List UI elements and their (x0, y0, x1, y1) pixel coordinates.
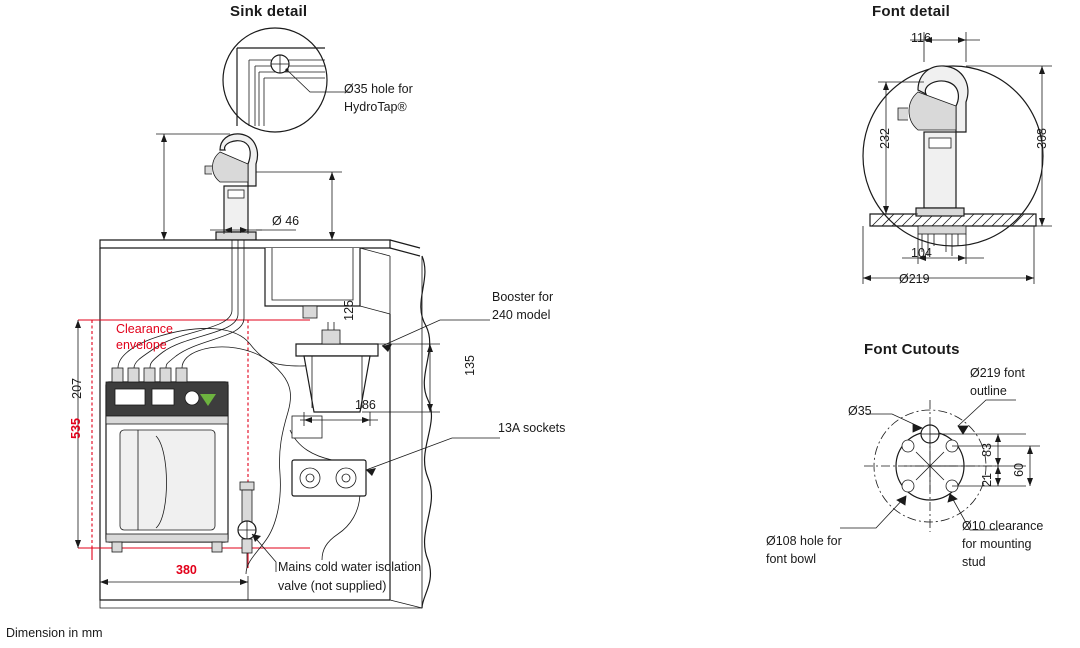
dim-label-60: 60 (1012, 463, 1026, 477)
dim-label-21: 21 (980, 473, 994, 487)
dim-380 (100, 576, 248, 600)
power-sockets (292, 416, 366, 496)
tap-assembly (205, 134, 257, 240)
clearance-envelope-label-line1: Clearance (116, 322, 173, 336)
sink-detail-title: Sink detail (230, 3, 308, 20)
sockets-label: 13A sockets (498, 421, 566, 435)
booster-label-line1: Booster for (492, 290, 554, 304)
hole35-label: Ø35 (848, 404, 872, 418)
font-cutouts-title: Font Cutouts (864, 341, 960, 358)
sink-hole-callout-line2: HydroTap® (344, 100, 407, 114)
bench-and-sink (100, 240, 420, 318)
font-outline-label-line1: Ø219 font (970, 366, 1025, 380)
dim-label-104: 104 (911, 246, 932, 260)
stud-clearance-label-line3: stud (962, 555, 986, 569)
font-outline-label-line2: outline (970, 384, 1007, 398)
bowl-hole-label-line2: font bowl (766, 552, 817, 566)
dim-label-186: 186 (355, 398, 376, 412)
dim-207 (156, 134, 230, 240)
dim-label-83: 83 (980, 443, 994, 457)
stud-clearance-label-line2: for mounting (962, 537, 1032, 551)
main-installation-drawing (60, 130, 580, 620)
dim-label-535: 535 (69, 418, 83, 439)
font-detail-title: Font detail (872, 3, 951, 20)
font-detail-drawing (838, 28, 1068, 298)
dimension-units-note: Dimension in mm (6, 626, 103, 640)
dim-label-116: 116 (911, 31, 931, 45)
bowl-hole-label-line1: Ø108 hole for (766, 534, 842, 548)
dim-label-232: 232 (878, 128, 892, 149)
booster-label-line2: 240 model (492, 308, 551, 322)
isolation-valve (238, 482, 256, 568)
dim-label-207: 207 (70, 378, 84, 399)
isolation-valve-label-line1: Mains cold water isolation (278, 560, 422, 574)
dim-label-d46: Ø 46 (272, 214, 300, 228)
dim-label-380: 380 (176, 563, 197, 577)
hydrotap-unit (106, 368, 228, 552)
sink-hole-callout-line1: Ø35 hole for (344, 82, 413, 96)
isolation-valve-label-line2: valve (not supplied) (278, 579, 387, 593)
dim-label-125: 125 (342, 300, 356, 321)
clearance-envelope-label-line2: envelope (116, 338, 167, 352)
stud-clearance-label-line1: Ø10 clearance (962, 519, 1044, 533)
dim-label-308: 308 (1035, 128, 1049, 149)
dim-label-d219: Ø219 (899, 272, 930, 286)
dim-label-135: 135 (463, 355, 477, 376)
